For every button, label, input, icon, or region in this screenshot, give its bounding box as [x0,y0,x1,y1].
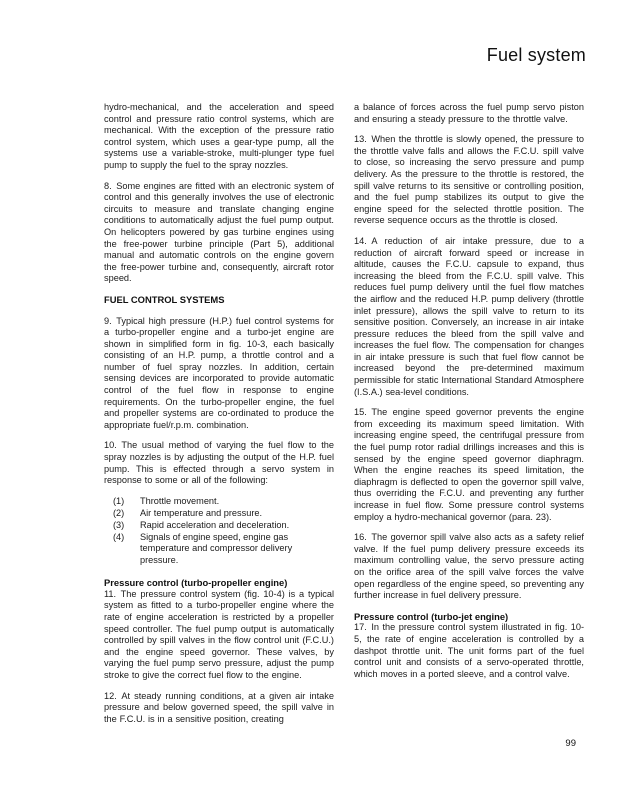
page-title: Fuel system [486,45,586,65]
right-column [354,102,584,734]
list-item [113,496,334,508]
paragraph-12-start: 12. At steady running conditions, at a given air intake pressure and below governed speed, the spill valve in the F.C.U. is in a sensitive position, creating [104,690,334,724]
list-item-text: Signals of engine speed, engine gas temperature and compressor delivery pressure. [140,531,293,566]
paragraph-15: 15. The engine speed governor prevents the engine from exceeding its maximum speed limitation. With increasing engine speed, the centrifugal pressure from the fuel pump rotor radial drillings increases and this is sensed by the engine speed governor diaphragm. When the engine reaches its speed limitation, the diaphragm is deflected to open the governor spill valve, thus overriding the F.C.U. and preventing any further increase in fuel flow. Some pressure control systems employ a hydro-mechanical governor (para. 23). [354,407,584,522]
list-item-number: (3) [113,519,125,530]
list-item-text: Rapid acceleration and deceleration. [140,519,290,530]
numbered-list [104,496,334,567]
paragraph-11: 11. The pressure control system (fig. 10-4) is a typical system as fitted to a turbo-propeller engine where the rate of engine acceleration is restricted by a propeller speed controller. The fuel pump output is automatically controlled by spill valves in the flow control unit (F.C.U.) and the engine speed governor. These valves, by varying the fuel pump servo pressure, adjust the pump stroke to give the correct fuel flow to the engine. [104,588,334,680]
list-item-number: (4) [113,531,125,542]
paragraph-10: 10. The usual method of varying the fuel flow to the spray nozzles is by adjusting the output of the H.P. fuel pump. This is effected through a servo system in response to some or all of the following: [104,440,334,486]
page-number: 99 [565,738,576,749]
paragraph-9: 9. Typical high pressure (H.P.) fuel control systems for a turbo-propeller engine and a turbo-jet engine are shown in simplified form in fig. 10-3, each basically consisting of an H.P. pump, a throttle control and a number of fuel spray nozzles. In addition, certain sensing devices are incorporated to provide automatic control of the fuel flow in response to engine requirements. On the turbo-propeller engine, the fuel and propeller systems are co-ordinated to produce the appropriate fuel/r.p.m. combination. [104,315,334,430]
list-item [113,508,334,520]
list-item [113,520,334,532]
list-item-number: (2) [113,507,125,518]
list-item-text: Air temperature and pressure. [140,507,263,518]
two-column-layout [104,102,584,734]
paragraph-16: 16. The governor spill valve also acts as a safety relief valve. If the fuel pump delivery pressure exceeds its maximum controlling value, the servo pressure acting on the orifice area of the spill valve forces the valve open regardless of the engine speed, so preventing any further increase in fuel delivery pressure. [354,532,584,601]
list-item [113,532,334,568]
subsection-heading-pressure-control-turbo-propeller: Pressure control (turbo-propeller engine) [104,577,288,589]
list-item-number: (1) [113,495,125,506]
left-column [104,102,334,734]
paragraph-14: 14. A reduction of air intake pressure, due to a reduction of aircraft forward speed or increase in altitude, causes the F.C.U. capsule to expand, thus increasing the bleed from the F.C.U. spill valve. This reduces fuel pump delivery until the fuel flow matches the airflow and the reduced H.P. pump delivery (throttle inlet pressure), allows the spill valve to return to its sensitive position. Conversely, an increase in air intake pressure reduces the bleed from the spill valve and increases the fuel flow. The compensation for changes in air intake pressure is such that fuel flow cannot be increased beyond the pre-determined maximum permissible for static International Standard Atmosphere (I.S.A.) sea-level conditions. [354,235,584,397]
paragraph-12-continued: a balance of forces across the fuel pump servo piston and ensuring a steady pressure to the throttle valve. [354,102,584,124]
paragraph-7-continued: hydro-mechanical, and the acceleration and speed control and pressure ratio control systems, which are mechanical. With the exception of the pressure ratio control system, which uses a gear-type pump, all the systems use a variable-stroke, multi-plunger type fuel pump to supply the fuel to the spray nozzles. [104,102,334,170]
paragraph-8: 8. Some engines are fitted with an electronic system of control and this generally involves the use of electronic circuits to measure and translate changing engine conditions to automatically adjust the fuel pump output. On helicopters powered by gas turbine engines using the free-power turbine principle (Part 5), additional manual and automatic controls on the engine govern the free-power turbine and, consequently, aircraft rotor speed. [104,180,334,284]
section-heading-fuel-control-systems: FUEL CONTROL SYSTEMS [104,293,225,305]
subsection-heading-pressure-control-turbo-jet: Pressure control (turbo-jet engine) [354,610,509,622]
paragraph-13: 13. When the throttle is slowly opened, the pressure to the throttle valve falls and allows the F.C.U. spill valve to close, so increasing the servo pressure and pump delivery. As the pressure to the throttle is restored, the spill valve returns to its sensitive or controlling position, and the fuel pump stabilizes its output to give the engine speed for the selected throttle position. The reverse sequence occurs as the throttle is closed. [354,134,584,226]
paragraph-17: 17. In the pressure control system illustrated in fig. 10-5, the rate of engine acceleration is controlled by a dashpot throttle unit. The unit forms part of the fuel control unit and consists of a servo-operated throttle, which moves in a ported sleeve, and a control valve. [354,622,584,679]
list-item-text: Throttle movement. [140,495,220,506]
